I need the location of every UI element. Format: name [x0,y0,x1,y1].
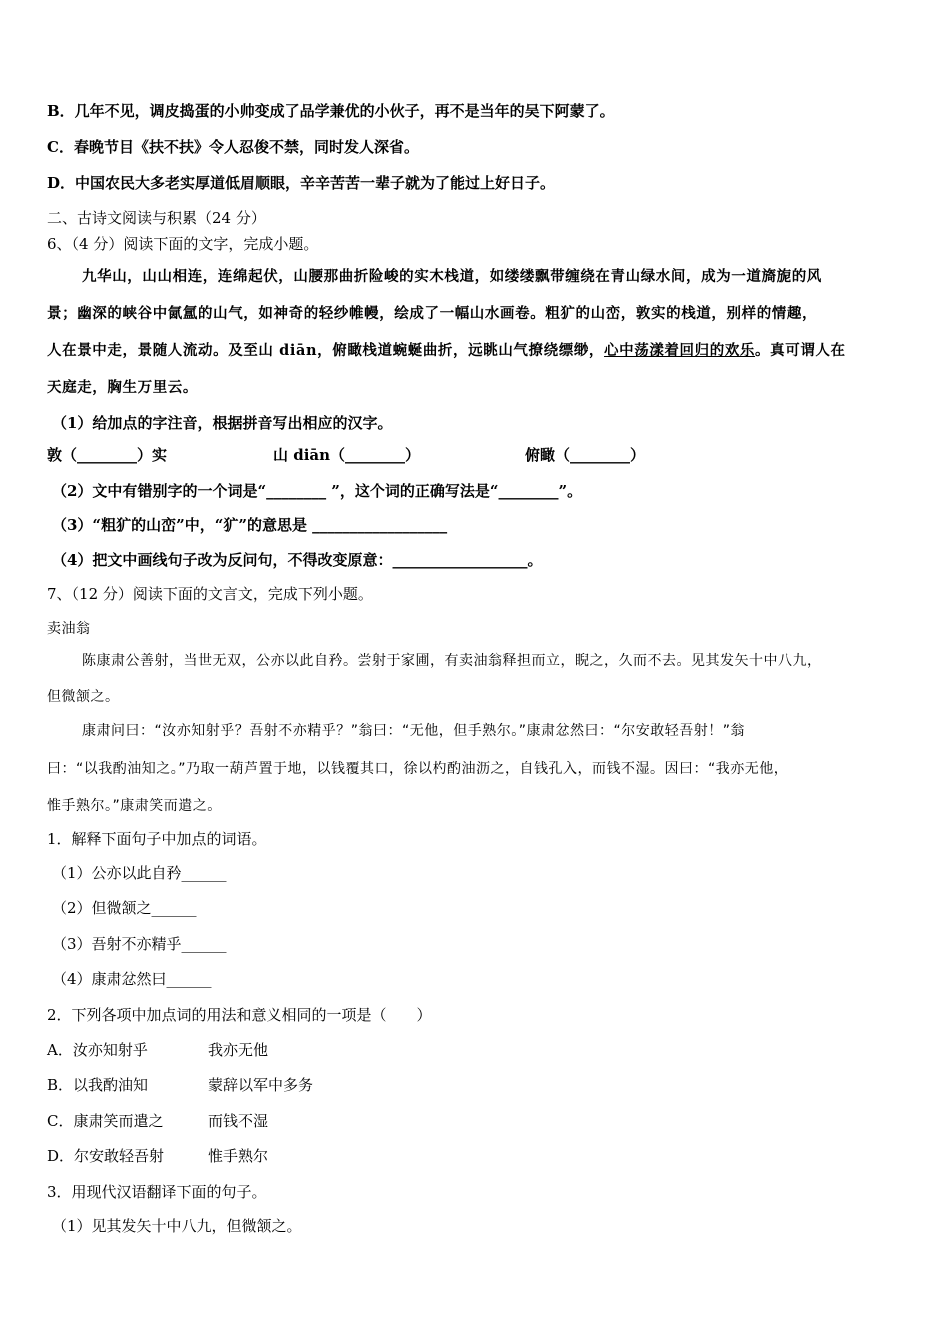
q6-passage-line-3-end: 。真可谓人在 [755,342,846,359]
q6-passage-line-2: 景；幽深的峡谷中氤氲的山气，如神奇的轻纱帷幔，绘成了一幅山水画卷。粗犷的山峦，敦实的栈道，别样的情趣， [47,305,818,322]
q7-q2-option-left: A．汝亦知射乎 [47,1041,148,1059]
q7-passage-p2-line-2: 曰：“以我酌油知之。”乃取一葫芦置于地，以钱覆其口，徐以杓酌油沥之，自钱孔入，而钱不湿。因曰：“我亦无他， [47,761,789,777]
q7-q1-item: （4）康肃忿然曰______ [52,970,212,988]
q7-article-title: 卖油翁 [47,621,91,637]
q6-sub4: （4）把文中画线句子改为反问句，不得改变原意：__________________。 [52,551,543,569]
q6-underlined-sentence: 心中荡漾着回归的欢乐 [604,342,756,359]
option-b: B．几年不见，调皮捣蛋的小帅变成了品学兼优的小伙子，再不是当年的吴下阿蒙了。 [47,102,615,120]
q7-q1-item: （2）但微颔之______ [52,899,197,917]
q6-blank-dun: 敦（________）实 [47,446,168,464]
q7-passage-p1-line-1: 陈康肃公善射，当世无双，公亦以此自矜。尝射于家圃，有卖油翁释担而立，睨之，久而不去。见其发矢十中八九， [82,653,822,669]
q6-sub2: （2）文中有错别字的一个词是“________ ”，这个词的正确写法是“________”。 [52,482,583,500]
q7-passage-p2-line-3: 惟手熟尔。”康肃笑而遣之。 [47,798,222,814]
q6-sub3: （3）“粗犷的山峦”中，“犷”的意思是 __________________ [52,516,448,534]
q7-q3-title: 3．用现代汉语翻译下面的句子。 [47,1183,267,1201]
q7-title: 7、（12 分）阅读下面的文言文，完成下列小题。 [47,585,373,603]
q6-passage-line-3-start: 人在景中走，景随人流动。及至山 diān，俯瞰栈道蜿蜒曲折，远眺山气撩绕缥缈， [47,342,605,359]
q7-passage-p2-line-1: 康肃问曰：“汝亦知射乎？吾射不亦精乎？”翁曰：“无他，但手熟尔。”康肃忿然曰：“尔安敢轻吾射！”翁 [82,723,746,739]
q6-sub1: （1）给加点的字注音，根据拼音写出相应的汉字。 [52,414,393,432]
q6-blank-dian: 山 diān（________） [273,446,421,464]
q7-q2-option-right: 我亦无他 [208,1041,269,1059]
q7-q1-item: （3）吾射不亦精乎______ [52,935,227,953]
q6-passage-line-4: 天庭走，胸生万里云。 [47,379,198,396]
q7-q2-title: 2．下列各项中加点词的用法和意义相同的一项是（ ） [47,1006,432,1024]
q7-q1-title: 1．解释下面句子中加点的词语。 [47,830,267,848]
q7-q3-item: （1）见其发矢十中八九，但微颔之。 [52,1217,302,1235]
q7-q1-item: （1）公亦以此自矜______ [52,864,227,882]
q7-q2-option-right: 蒙辞以军中多务 [208,1076,314,1094]
q6-blank-fukan: 俯瞰（________） [525,446,646,464]
q7-q2-option-left: B．以我酌油知 [47,1076,149,1094]
q6-passage-line-1: 九华山，山山相连，连绵起伏，山腰那曲折险峻的实木栈道，如缕缕飘带缠绕在青山绿水间，成为一道旖旎的风 [82,268,822,285]
q7-q2-option-right: 而钱不湿 [208,1112,269,1130]
q7-q2-option-left: C．康肃笑而遣之 [47,1112,164,1130]
q6-passage-line-3 [47,340,910,362]
q7-q2-option-right: 惟手熟尔 [208,1147,269,1165]
option-c: C．春晚节目《扶不扶》令人忍俊不禁，同时发人深省。 [47,138,419,156]
q7-passage-p1-line-2: 但微颔之。 [47,689,120,705]
q6-title: 6、（4 分）阅读下面的文字，完成小题。 [47,235,319,253]
section-heading: 二、古诗文阅读与积累（24 分） [47,209,266,227]
q7-q2-option-left: D．尔安敢轻吾射 [47,1147,165,1165]
option-d: D．中国农民大多老实厚道低眉顺眼，辛辛苦苦一辈子就为了能过上好日子。 [47,174,556,192]
